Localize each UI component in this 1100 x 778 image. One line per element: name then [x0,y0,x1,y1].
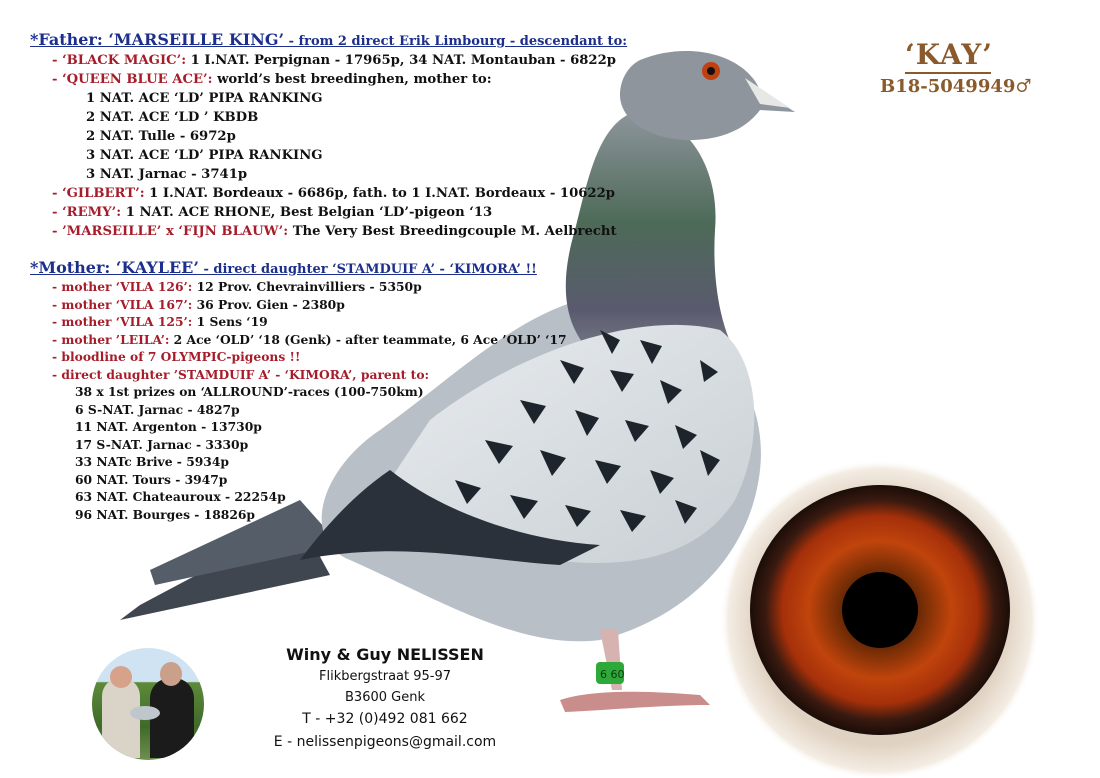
street-address: Flikbergstraat 95-97 [319,669,451,684]
mother-line: - direct daughter ’STAMDUIF A’ - ‘KIMORA’, parent to: [52,366,430,382]
owners-photo [92,648,204,760]
father-section [30,30,627,241]
name-underline [905,72,991,74]
father-line: - ’MARSEILLE’ x ‘FIJN BLAUW’: The Very Best Breedingcouple M. Aelbrecht [52,224,617,239]
father-line: 2 NAT. Tulle - 6972p [86,129,236,144]
father-heading [30,30,627,49]
mother-section [30,258,567,523]
phone-number: T - +32 (0)492 081 662 [302,711,468,727]
mother-line: - mother ’LEILA’: 2 Ace ‘OLD’ ‘18 (Genk) - after teammate, 6 Ace ’OLD’ ‘17 [52,331,567,347]
city-address: B3600 Genk [345,690,425,705]
father-subtitle: - from 2 direct Erik Limbourg - descendant to: [284,34,628,49]
email-address[interactable]: E - nelissenpigeons@gmail.com [273,734,497,750]
breeder-names: Winy & Guy NELISSEN [286,645,484,664]
father-line: - ‘GILBERT’: 1 I.NAT. Bordeaux - 6686p, fath. to 1 I.NAT. Bordeaux - 10622p [52,186,615,201]
mother-line: 38 x 1st prizes on ‘ALLROUND’-races (100-750km) [75,384,424,399]
father-line: 1 NAT. ACE ‘LD’ PIPA RANKING [86,91,323,106]
mother-line: - bloodline of 7 OLYMPIC-pigeons !! [52,349,301,364]
father-line: - ‘BLACK MAGIC’: 1 I.NAT. Perpignan - 17965p, 34 NAT. Montauban - 6822p [52,53,617,68]
mother-line: 60 NAT. Tours - 3947p [75,471,228,487]
mother-title: *Mother: ‘KAYLEE’ [30,258,199,277]
father-line: - ‘REMY’: 1 NAT. ACE RHONE, Best Belgian ‘LD’-pigeon ‘13 [52,205,493,220]
mother-line: 63 NAT. Chateauroux - 22254p [75,489,286,504]
mother-heading [30,258,567,277]
mother-line: 6 S-NAT. Jarnac - 4827p [75,401,240,417]
mother-line: - mother ‘VILA 125’: 1 Sens ‘19 [52,314,268,329]
father-line: - ‘QUEEN BLUE ACE’: world’s best breedinghen, mother to: [52,72,492,87]
leg-ring-number: 6 60 [600,668,625,681]
mother-line: - mother ‘VILA 167’: 36 Prov. Gien - 2380p [52,296,345,312]
mother-line: 17 S-NAT. Jarnac - 3330p [75,436,249,452]
ring-number: B18-5049949♂ [880,76,1032,97]
mother-line: 33 NATc Brive - 5934p [75,454,230,469]
father-line: 2 NAT. ACE ‘LD ’ KBDB [86,110,259,125]
mother-line: 96 NAT. Bourges - 18826p [75,506,256,522]
father-title: *Father: ‘MARSEILLE KING’ [30,30,285,49]
mother-line: 11 NAT. Argenton - 13730p [75,419,262,434]
mother-subtitle: - direct daughter ‘STAMDUIF A’ - ‘KIMORA’ !! [198,262,537,277]
pigeon-name: ‘KAY’ [905,38,994,71]
father-line: 3 NAT. ACE ‘LD’ PIPA RANKING [86,148,323,163]
father-line: 3 NAT. Jarnac - 3741p [86,167,248,182]
mother-line: - mother ‘VILA 126’: 12 Prov. Chevrainvilliers - 5350p [52,279,422,294]
contact-block [255,644,515,754]
